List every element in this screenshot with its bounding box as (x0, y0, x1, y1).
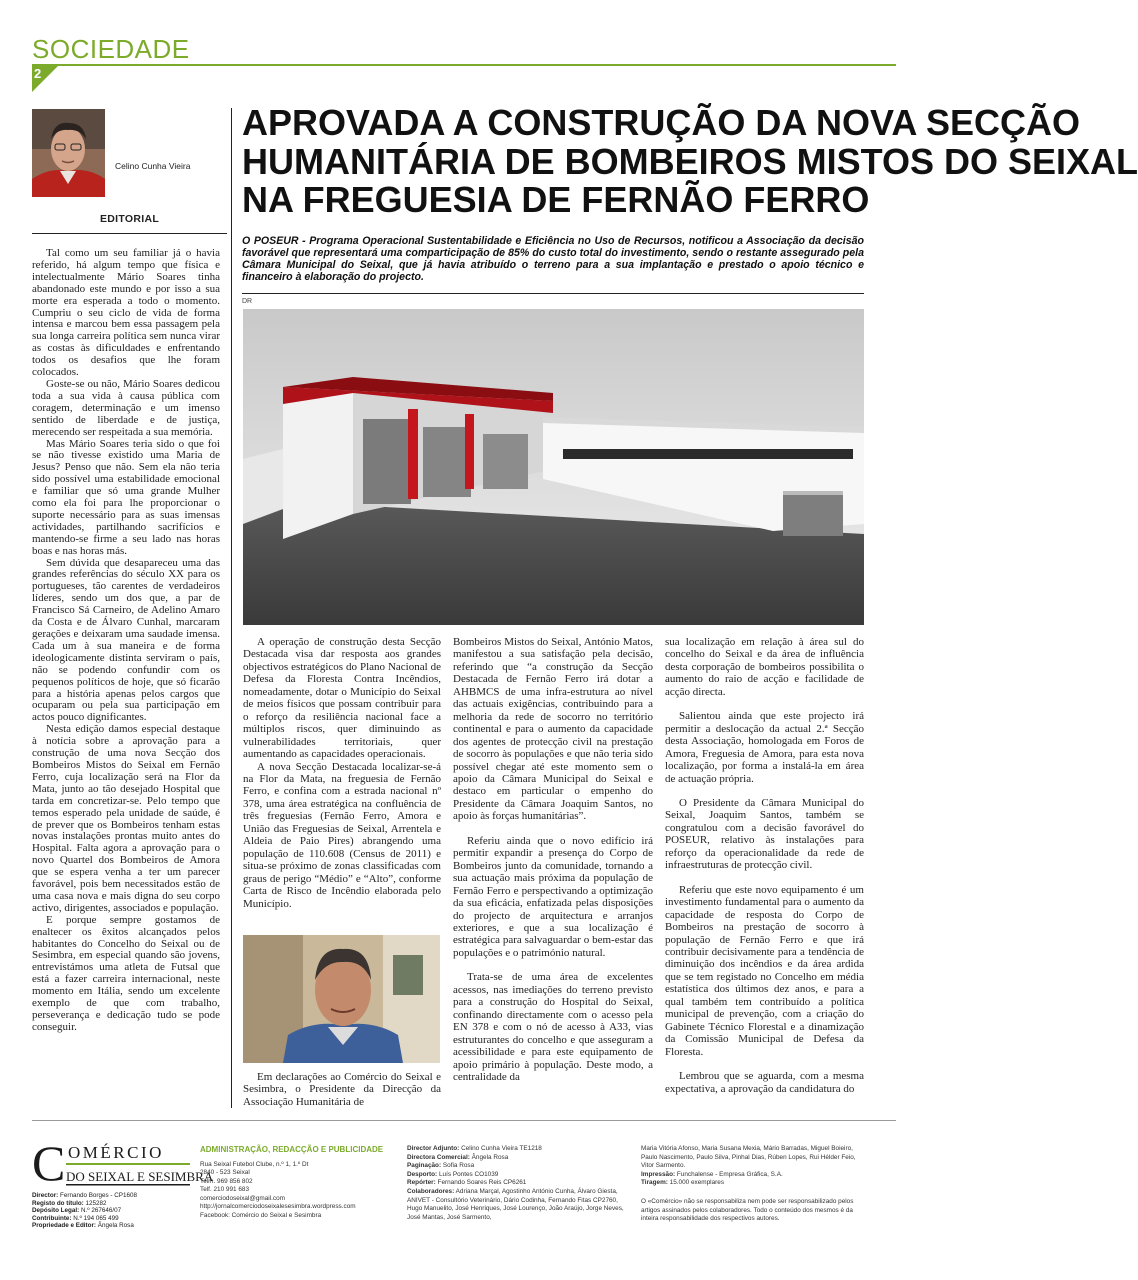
editorial-paragraph: Goste-se ou não, Mário Soares dedicou toda a sua vida à causa pública com coragem, determinação e um imenso sentido de liberdade e de justiça, merecendo ser respeitada a sua memória. (32, 377, 220, 438)
admin-block: ADMINISTRAÇÃO, REDACÇÃO E PUBLICIDADE Rua Seixal Futebol Clube, n.º 1, 1.º Dt 2840 - 523 Seixal Telm. 969 856 802 Telf. 210 991 683 comerciodoseixal@gmail.com http://jornalcomerciodoseixalesesimbra.wordpress.com Facebook: Comércio do Seixal e Sesimbra (200, 1145, 400, 1221)
section-rule (32, 64, 896, 66)
editorial-paragraph: Tal como um seu familiar já o havia referido, há algum tempo que física e intelectualmente Mário Soares tinha abandonado este mundo e por isso a sua morte era esperada a todo o momento. Cumpriu o seu ciclo de vida de forma intensa e marcou bem essa passagem pela sua longa carreira política sem nunca virar as costas às dificuldades e enfrentando todos os desafios que lhe foram colocados. (32, 247, 220, 379)
logo-subtitle: DO SEIXAL E SESIMBRA (66, 1169, 214, 1184)
article-lead: O POSEUR - Programa Operacional Sustentabilidade e Eficiência no Uso de Recursos, notificou a Associação da decisão favorável que representará uma comparticipação de 85% do custo total do investimento, sendo o restante assegurado pela Câmara Municipal do Seixal, que já havia atribuído o terreno para a sua implantação e prestado o apoio técnico e financeiro à elaboração do projecto. (242, 235, 864, 283)
newspaper-logo (32, 1135, 214, 1191)
headline-line: NA FREGUESIA DE FERNÃO FERRO (242, 179, 870, 220)
website-link[interactable]: http://jornalcomerciodoseixalesesimbra.wordpress.com (200, 1203, 356, 1211)
admin-title: ADMINISTRAÇÃO, REDACÇÃO E PUBLICIDADE (200, 1145, 384, 1154)
page-number: 2 (34, 66, 42, 81)
author-photo (32, 109, 105, 197)
editorial-paragraph: Nesta edição damos especial destaque à notícia sobre a aprovação para a construção de uma nova Secção dos Bombeiros Mistos do Seixal em Fernão Ferro, cuja localização será na Flor da Mata, junto ao tão desejado Hospital que tarda em concretizar-se. Pelo tempo que temos esperado pela unidade de saúde, é de prever que os Bombeiros tenham estas novas instalações prontas muito antes do Hospital. Falta agora a aprovação para o novo Quartel dos Bombeiros de Amora que se espera venha a ter um parecer favorável, pois bem necessitados estão de uma casa nova e mais digna do seu corpo activo, dirigentes, associados e população. (32, 723, 220, 914)
article-paragraph: Referiu que este novo equipamento é um investimento fundamental para o aumento da capacidade de resposta do Corpo de Bombeiros na prestação de socorro à população de Fernão Ferro e que irá contribuir decisivamente para a tendência de diminuição dos incêndios e da área ardida que se tem registado no Concelho em média estatística dos últimos dez anos, e para a qual também tem contribuído a política municipal de prevenção, com a criação do Gabinete Técnico Florestal e a dinamização da Comissão Municipal de Defesa da Floresta. (665, 883, 864, 1058)
author-name: Celino Cunha Vieira (115, 161, 191, 171)
headline-line: HUMANITÁRIA DE BOMBEIROS MISTOS DO SEIXAL (242, 140, 1138, 182)
staff-block-continued: Maria Vitória Afonso, Maria Susana Mexia, Mário Barradas, Miguel Boieiro, Paulo Nascimento, Paulo Silva, Pinhal Dias, Rúben Lopes, Rui Hélder Feio, Vitor Sarmento. Impressão: Funchalense - Empresa Gráfica, S.A. Tiragem: 15.000 exemplares O «Comércio» não se responsabiliza nem pode ser responsabilizado pelos artigos assinados pelos colaboradores. Todo o conteúdo dos mesmos é da inteira responsabilidade dos respectivos autores. (641, 1145, 864, 1224)
president-photo (243, 935, 440, 1063)
article-paragraph: O Presidente da Câmara Municipal do Seixal, Joaquim Santos, também se congratulou com a decisão favorável do POSEUR, relativo às instalações para reforço da operacionalidade da rede de infraestruturas de protecção civil. (665, 796, 864, 872)
article-paragraph: A nova Secção Destacada localizar-se-á na Flor da Mata, na freguesia de Fernão Ferro, e confina com a estrada nacional nº 378, uma área estratégica na confluência de três freguesias (Fernão Ferro, Amora e União das Freguesias de Seixal, Arrentela e Aldeia de Paio Pires) abrangendo uma população de 110.608 (Census de 2011) e situa-se próximo de zonas classificadas com graus de perigo “Médio” e “Alto”, conforme Carta de Risco de Incêndio elaborada pelo Município. (243, 760, 441, 910)
headline-line: APROVADA A CONSTRUÇÃO DA NOVA SECÇÃO (242, 102, 1081, 143)
editorial-paragraph: Mas Mário Soares teria sido o que foi se não tivesse existido uma Maria de Jesus? Penso que não. Sem ela não teria sido possível uma estabilidade emocional e familiar que só uma grande Mulher como ela foi para lhe proporcionar o suporte necessário para as suas imensas actividades, partilhando sacrifícios e mantendo-se firme a seu lado nas horas boas e nas horas más. (32, 437, 220, 557)
article-column-1-continued (243, 1071, 441, 1108)
logo-initial: C (32, 1135, 66, 1191)
email-link[interactable]: comerciodoseixal@gmail.com (200, 1194, 285, 1202)
article-column-2 (453, 636, 653, 1083)
article-paragraph: Em declarações ao Comércio do Seixal e Sesimbra, o Presidente da Direcção da Associação Humanitária de (243, 1071, 441, 1108)
footer-rule (32, 1120, 896, 1121)
article-paragraph: Bombeiros Mistos do Seixal, António Matos, manifestou a sua satisfação pela decisão, referindo que “a construção da Secção Destacada de Fernão Ferro irá dotar a AHBMCS de uma infra-estrutura ao nível das actuais exigências, contribuindo para a melhoria da rede de socorro no território continental e para o aumento da capacidade dos agentes de protecção civil na prestação de socorro às populações e que não teria sido possível chegar até este momento sem o apoio da Câmara Municipal do Seixal e destaco em particular o empenho do Presidente da Câmara Joaquim Santos, no apoio às forças humanitárias”. (453, 636, 653, 823)
lead-rule (242, 293, 864, 294)
article-column-1 (243, 636, 441, 910)
article-paragraph: Trata-se de uma área de excelentes acessos, nas imediações do terreno previsto para a construção do Hospital do Seixal, confinando directamente com o acesso pela EN 378 e com o nó de acesso à A33, vias estruturantes do concelho e que asseguram a acessibilidade e para este equipamento de apoio primário à população. Deste modo, a centralidade da (453, 971, 653, 1083)
article-paragraph: Salientou ainda que este projecto irá permitir a deslocação da actual 2.ª Secção desta Associação, homologada em Foros de Amora, Freguesia de Amora, para esta nova localização, por forma a instalá-la em área de actuação própria. (665, 710, 864, 785)
editorial-title: EDITORIAL (99, 213, 160, 225)
article-headline (242, 102, 1138, 220)
editorial-paragraph: E porque sempre gostamos de enaltecer os êxitos alcançados pelos habitantes do Concelho do Seixal ou de Sesimbra, em especial quando são jovens, entrevistámos uma atleta de Futsal que está a fazer carreira internacional, neste momento em Itália, sendo um excelente exemplo de que com trabalho, perseverança e dedicação tudo se pode conseguir. (32, 913, 220, 1033)
photo-credit: DR (242, 298, 253, 305)
logo-word: OMÉRCIO (68, 1143, 164, 1162)
article-paragraph: Lembrou que se aguarda, com a mesma expectativa, a aprovação da candidatura do (665, 1070, 864, 1095)
disclaimer: O «Comércio» não se responsabiliza nem pode ser responsabilizado pelos artigos assinados pelos colaboradores. Todo o conteúdo dos mesmos é da inteira responsabilidade dos respectivos autores. (641, 1197, 854, 1223)
editorial-rule (32, 233, 227, 234)
article-paragraph: sua localização em relação à área sul do concelho do Seixal e da área de influência desta corporação de bombeiros possibilita o aumento do raio de acção e facilidade de acção directa. (665, 636, 864, 698)
article-column-3 (665, 636, 864, 1095)
article-paragraph: A operação de construção desta Secção Destacada visa dar resposta aos grandes objectivos estratégicos do Plano Nacional de Defesa da Floresta Contra Incêndios, nomeadamente, dotar o Município do Seixal de meios físicos que possam contribuir para o reforço da resiliência nacional face a múltiplos riscos, quer diminuindo as vulnerabilidades territoriais, quer aumentando as capacidades operacionais. (243, 636, 441, 761)
section-title: SOCIEDADE (32, 34, 190, 64)
staff-block: Director Adjunto: Celino Cunha Vieira TE1218 Directora Comercial: Ângela Rosa Paginação: Sofia Rosa Desporto: Luís Pontes CO1039 Repórter: Fernando Soares Reis CP6261 Colaboradores: Adriana Marçal, Agostinho António Cunha, Álvaro Giesta, ANIVET - Consultório Veterinário, Dário Codinha, Fernando Fitas CP2760, Hugo Manuelito, José Henriques, José Lourenço, João Araújo, Jorge Neves, José Mantas, José Sarmento, (407, 1145, 624, 1221)
imprint: Director: Fernando Borges - CP1608 Registo do título: 125282 Depósito Legal: N.º 267646/07 Contribuinte: N.º 194 065 499 Propriedade e Editor: Ângela Rosa (32, 1192, 138, 1230)
editorial-body (32, 248, 220, 1034)
article-paragraph: Referiu ainda que o novo edifício irá permitir expandir a presença do Corpo de Bombeiros junto da comunidade, tornando a sua actuação mais próxima da população de Fernão Ferro e perspectivando a optimização da sua eficácia, enfatizada pelas disposições do projecto de arquitectura e arranjos exteriores, e que a sua localização é estratégica para salvaguardar o bem-estar das populações e o património natural. (453, 834, 653, 959)
column-divider (231, 108, 232, 1108)
editorial-paragraph: Sem dúvida que desapareceu uma das grandes referências do século XX para os portugueses, tão carentes de verdadeiros líderes, sendo um dos que, a par de Francisco Sá Carneiro, de Adelino Amaro da Costa e de Álvaro Cunhal, marcaram gerações e deixaram uma saudade imensa. Cada um à sua maneira e de forma ideologicamente distinta serviram o país, não se podendo confundir com os pequenos políticos de hoje, que só ficarão para a história apenas pelos cargos que ocuparam ou pela sua participação em actos pouco dignificantes. (32, 556, 220, 724)
fire-station-rendering (243, 309, 864, 625)
